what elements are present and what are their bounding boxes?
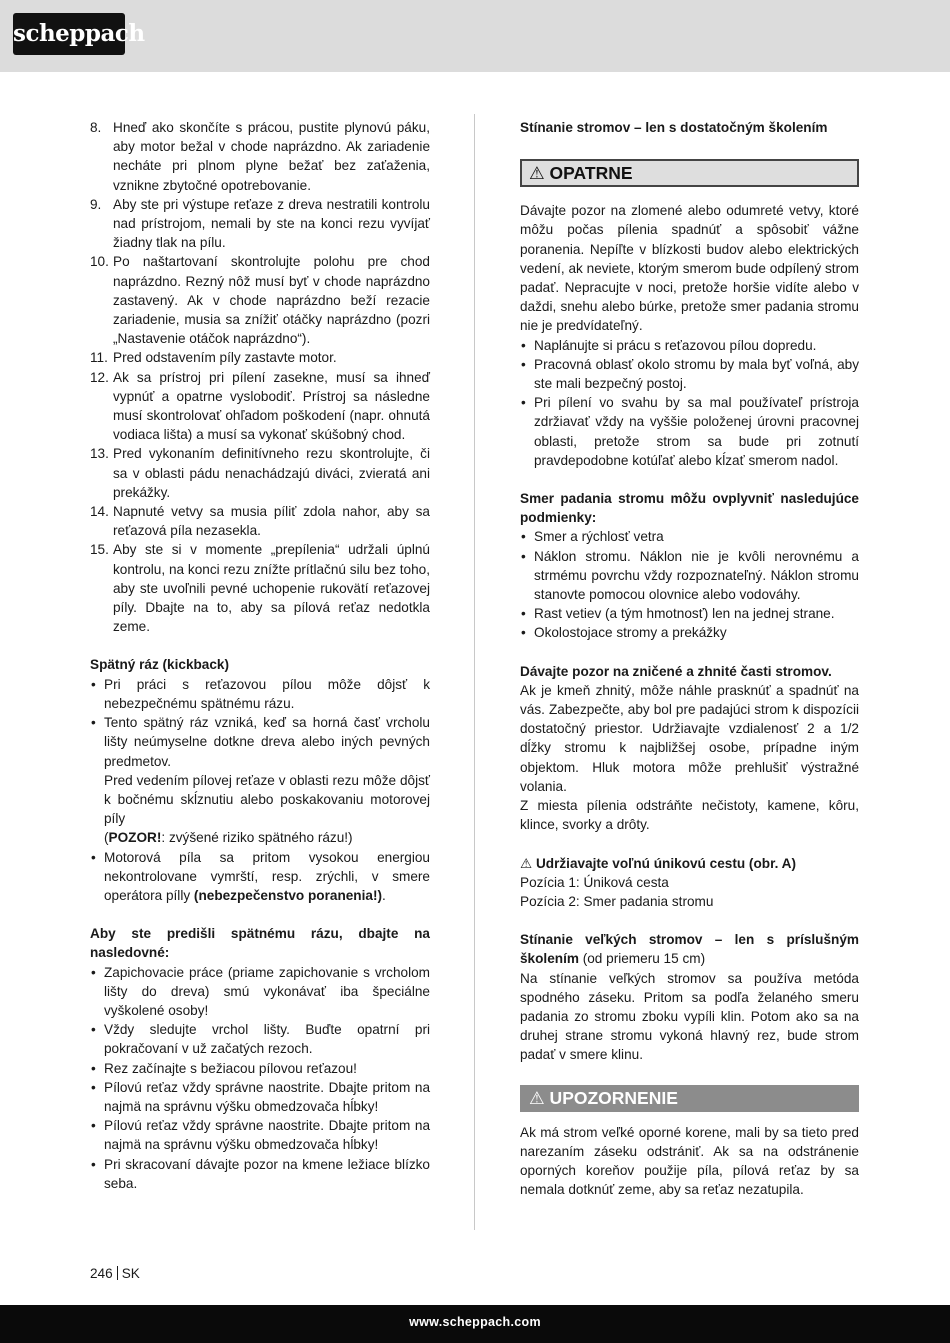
list-item: 10. Po naštartovaní skontrolujte polohu pre chod naprázdno. Rezný nôž musí byť v chode naprázdno zastavený. Ak v chode naprázdno beží rezacie zariadenie, musia sa znížiť otáčky naprázdno (pozri „Nastavenie otáčok naprázdno“). — [90, 254, 430, 347]
list-item: • Tento spätný ráz vzniká, keď sa horná časť vrcholu lišty neúmyselne dotkne dreva alebo iných pevných predmetov. — [90, 713, 430, 771]
list-item: 8. Hneď ako skončíte s prácou, pustite plynovú páku, aby motor bežal v chode naprázdno. Ak zariadenie necháte pri plnom plyne bežať bez zaťaženia, vznikne zbytočné opotrebovanie. — [90, 120, 430, 193]
list-item: • Pri skracovaní dávajte pozor na kmene ležiace blízko seba. — [90, 1155, 430, 1193]
large-trees-text: Na stínanie veľkých stromov sa používa metóda spodného záseku. Pritom sa podľa želaného smeru padania zo stromu zboku vypíli klin. Potom ako sa na druhej strane stromu vykoná hlavný rez, bude strom padať v smere klinu. — [520, 970, 859, 1063]
list-item: 12. Ak sa prístroj pri pílení zasekne, musí sa ihneď vypnúť a opatrne vyslobodiť. Prístroj sa následne musí skontrolovať ohľadom poškodení (napr. ohnutá vodiaca lišta) a musí sa vykonať skúšobný chod. — [90, 369, 430, 443]
left-column — [90, 118, 430, 1193]
avoid-heading: Aby ste predišli spätnému rázu, dbajte na nasledovné: — [90, 926, 430, 961]
list-item: • Pílovú reťaz vždy správne naostrite. Dbajte pritom na najmä na správnu výšku obmedzovača hĺbky! — [90, 1078, 430, 1116]
list-item: • Pracovná oblasť okolo stromu by mala byť voľná, aby ste mali bezpečný postoj. — [520, 355, 859, 393]
escape-position-2: Pozícia 2: Smer padania stromu — [520, 893, 714, 909]
list-item: 9. Aby ste pri výstupe reťaze z dreva nestratili kontrolu nad prístrojom, nemali by ste na konci rezu vyvíjať žiadny tlak na pílu. — [90, 196, 430, 251]
list-item: 11. Pred odstavením píly zastavte motor. — [90, 350, 337, 366]
list-item: • Smer a rýchlosť vetra — [520, 527, 859, 546]
direction-list — [520, 527, 859, 642]
list-item: • Okolostojace stromy a prekážky — [520, 623, 859, 642]
kickback-list — [90, 675, 430, 771]
list-item: • Naplánujte si prácu s reťazovou pílou dopredu. — [520, 336, 859, 355]
list-item: 13. Pred vykonaním definitívneho rezu skontrolujte, či sa v oblasti pádu nenachádzajú diváci, zvieratá ani prekážky. — [90, 446, 430, 500]
kickback-note: (POZOR!: zvýšené riziko spätného rázu!) — [104, 830, 353, 846]
avoid-list — [90, 963, 430, 1193]
felling-heading: Stínanie stromov – len s dostatočným školením — [520, 120, 828, 135]
caution-text: Dávajte pozor na zlomené alebo odumreté vetvy, ktoré môžu počas pílenia spadnúť a spôsobiť vážne poranenia. Nepíľte v blízkosti budov alebo elektrických vedení, ak neviete, ktorým smerom bude odpílený strom padať. Nepracujte v noci, pretože horšie vidíte alebo v daždi, snehu alebo búrke, pretože smer padania stromu nie je predvídateľný. — [520, 203, 859, 334]
list-item: • Rast vetiev (a tým hmotnosť) len na jednej strane. — [520, 604, 859, 623]
scheppach-logo: scheppach — [13, 13, 125, 55]
kickback-heading: Spätný ráz (kickback) — [90, 657, 230, 673]
caution-list — [520, 336, 859, 470]
escape-position-1: Pozícia 1: Úniková cesta — [520, 874, 669, 890]
notice-text: Ak má strom veľké oporné korene, mali by sa tieto pred narezaním záseku odstrániť. Ak sa na odstránenie oporných koreňov použije píla, pílová reťaz by sa nemala dotknúť zeme, aby sa reťaz nezatupila. — [520, 1124, 859, 1198]
large-trees-heading: Stínanie veľkých stromov – len s príslušným školením (od priemeru 15 cm) — [520, 932, 859, 967]
right-column — [520, 118, 859, 1199]
list-item: • Zapichovacie práce (priame zapichovanie s vrcholom lišty do dreva) smú vykonávať iba špeciálne vyškolené osoby! — [90, 963, 430, 1021]
list-item: • Pri práci s reťazovou pílou môže dôjsť k nebezpečnému spätnému rázu. — [90, 675, 430, 713]
list-item: • Rez začínajte s bežiacou pílovou reťazou! — [90, 1059, 430, 1078]
list-item: • Vždy sledujte vrchol lišty. Buďte opatrní pri pokračovaní v už začatých rezoch. — [90, 1020, 430, 1058]
footer-bar — [0, 1305, 950, 1343]
column-divider — [474, 114, 475, 1230]
escape-heading: ⚠ Udržiavajte voľnú únikovú cestu (obr. A) — [520, 855, 796, 871]
list-item: 14. Napnuté vetvy sa musia píliť zdola nahor, aby sa reťazová píla nezasekla. — [90, 504, 430, 539]
rotten-text: Ak je kmeň zhnitý, môže náhle prasknúť a spadnúť na vás. Zabezpečte, aby bol pre padajúci strom k dispozícii dostatočný priestor. Udržiavajte vzdialenosť 2 a 1/2 dĺžky stromu k najbližšej osobe, prípadne iným objektom. Hluk motora môže prehlušiť výstražné volania. — [520, 682, 859, 794]
list-item: • Pílovú reťaz vždy správne naostrite. Dbajte pritom na najmä na správnu výšku obmedzovača hĺbky! — [90, 1116, 430, 1154]
kickback-continuation: Pred vedením pílovej reťaze v oblasti rezu môže dôjsť k bočnému skĺznutiu alebo poskakovaniu motorovej píly — [104, 772, 430, 827]
list-item: • Motorová píla sa pritom vysokou energiou nekontrolovane vymrští, resp. zrýchli, v smere operátora pílly (nebezpečenstvo poranenia!). — [90, 848, 430, 906]
page-number: 246 SK — [90, 1266, 140, 1281]
list-item: • Náklon stromu. Náklon nie je kvôli nerovnému a strmému povrchu vždy rozpoznateľný. Náklon stromu stanovte pomocou olovnice alebo vodováhy. — [520, 547, 859, 605]
kickback-list-2 — [90, 848, 430, 906]
list-item: • Pri pílení vo svahu by sa mal používateľ prístroja zdržiavať vždy na vyššie položenej úrovni pracovnej oblasti, pretože strom sa bude pri zotnutí pravdepodobne kotúľať alebo kĺzať smerom nadol. — [520, 393, 859, 470]
rotten-heading: Dávajte pozor na zničené a zhnité časti stromov. — [520, 663, 832, 679]
notice-box: ⚠ UPOZORNENIE — [520, 1085, 859, 1112]
caution-box: ⚠ OPATRNE — [520, 159, 859, 187]
header-bar — [0, 0, 950, 72]
direction-heading: Smer padania stromu môžu ovplyvniť nasledujúce podmienky: — [520, 491, 859, 526]
rotten-text-2: Z miesta pílenia odstráňte nečistoty, kamene, kôru, klince, svorky a drôty. — [520, 798, 859, 833]
list-item: 15. Aby ste si v momente „prepílenia“ udržali úplnú kontrolu, na konci rezu znížte prítlačnú silu bez toho, aby ste uvoľnili pevné uchopenie rukovätí reťazovej píly. Dbajte na to, aby sa pílová reťaz nedotkla zeme. — [90, 542, 430, 635]
numbered-list — [90, 118, 430, 636]
footer-url: www.scheppach.com — [409, 1315, 541, 1329]
